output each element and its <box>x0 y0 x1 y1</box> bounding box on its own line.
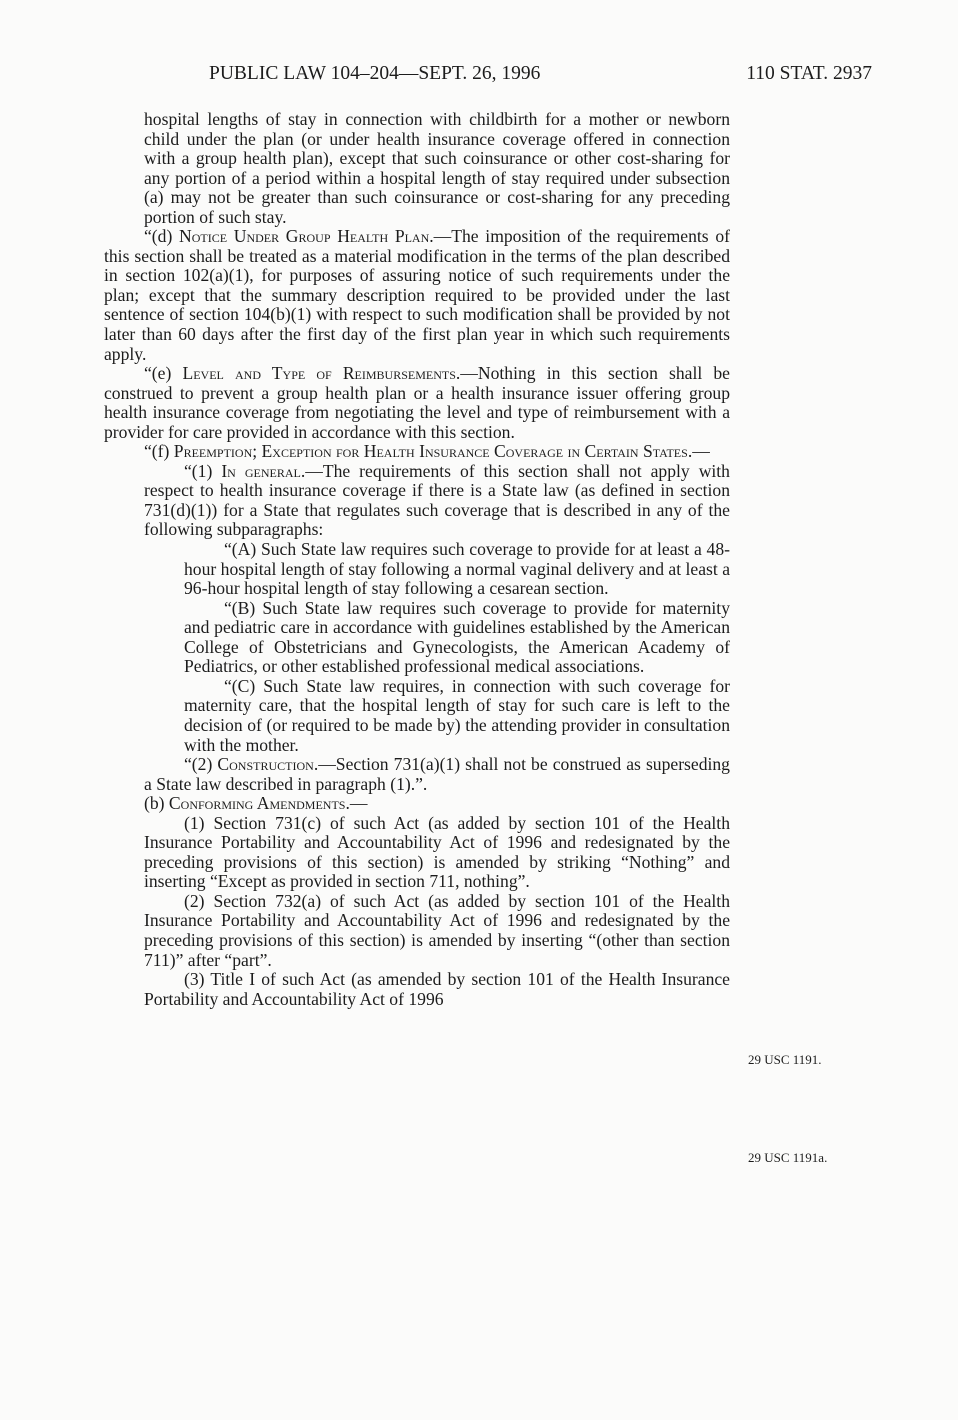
paragraph <box>144 110 730 227</box>
text-run: “(d) <box>144 226 180 247</box>
section-heading: Preemption; Exception for Health Insurance Coverage in Certain States <box>173 441 688 462</box>
text-run: “(e) <box>144 363 183 384</box>
text-run: (3) Title I of such Act (as amended by section 101 of the Health Insurance Portability and Accountability Act of 1996 <box>144 969 730 1009</box>
paragraph <box>184 540 730 599</box>
paragraph <box>144 970 730 1009</box>
paragraph <box>144 814 730 892</box>
text-run: “(2) <box>184 754 218 775</box>
text-run: .—The imposition of the requirements of this section shall be treated as a material modification in the terms of the plan described in section 102(a)(1), for purposes of assuring notice of such requirements under the plan; except that the summary description required to be provided under the last sentence of section 104(b)(1) with respect to such modification shall be provided by not later than 60 days after the first day of the first plan year in which such requirements apply. <box>104 226 730 364</box>
text-run: “(A) Such State law requires such coverage to provide for at least a 48-hour hospital length of stay following a normal vaginal delivery and at least a 96-hour hospital length of stay following a cesarean section. <box>184 539 730 599</box>
header-title: PUBLIC LAW 104–204—SEPT. 26, 1996 <box>209 63 541 84</box>
text-run: hospital lengths of stay in connection with childbirth for a mother or newborn child under the plan (or under health insurance coverage offered in connection with a group health plan), except that such coinsurance or other cost-sharing for any portion of a period within a hospital length of stay required under subsection (a) may not be greater than such coinsurance or cost-sharing for any preceding portion of such stay. <box>144 109 730 227</box>
text-run: “(f) <box>144 441 174 462</box>
text-run: (1) Section 731(c) of such Act (as added by section 101 of the Health Insurance Portability and Accountability Act of 1996 and redesignated by the preceding provisions of this section) is amended by striking “Nothing” and inserting “Except as provided in section 711, nothing”. <box>144 812 730 892</box>
paragraph <box>144 755 730 794</box>
text-run: .— <box>345 793 368 814</box>
paragraph <box>104 794 730 814</box>
running-header <box>104 63 872 87</box>
text-run: “(1) <box>184 460 222 481</box>
section-heading: Level and Type of Reimbursements <box>182 363 456 384</box>
section-heading: Conforming Amendments <box>168 793 346 814</box>
marginal-citation: 29 USC 1191a. <box>748 1150 828 1165</box>
section-heading: In general <box>221 460 301 481</box>
paragraph <box>144 462 730 540</box>
statute-page-number: 110 STAT. 2937 <box>746 63 872 84</box>
text-run: .—The requirements of this section shall not apply with respect to health insurance coverage if there is a State law (as defined in section 731(d)(1)) for a State that regulates such coverage that is described in any of the following subparagraphs: <box>144 460 730 540</box>
section-heading: Construction <box>217 754 314 775</box>
text-run: (b) <box>144 793 169 814</box>
text-run: (2) Section 732(a) of such Act (as added by section 101 of the Health Insurance Portability and Accountability Act of 1996 and redesignated by the preceding provisions of this section) is amended by inserting “(other than section 711)” after “part”. <box>144 890 730 970</box>
paragraph <box>184 599 730 677</box>
text-run: .—Nothing in this section shall be construed to prevent a group health plan or a health insurance issuer offering group health insurance coverage from negotiating the level and type of reimbursement with a provider for care provided in accordance with this section. <box>104 363 730 442</box>
paragraph <box>104 442 730 462</box>
paragraph <box>184 677 730 755</box>
paragraph <box>104 364 730 442</box>
text-run: .—Section 731(a)(1) shall not be construed as superseding a State law described in paragraph (1).”. <box>144 754 730 794</box>
text-run: “(B) Such State law requires such coverage to provide for maternity and pediatric care in accordance with guidelines established by the American College of Obstetricians and Gynecologists, the American Academy of Pediatrics, or other established professional medical associations. <box>184 597 730 677</box>
paragraph <box>144 892 730 970</box>
marginal-citation: 29 USC 1191. <box>748 1052 822 1067</box>
text-run: “(C) Such State law requires, in connection with such coverage for maternity care, that the hospital length of stay for such care is left to the decision of (or required to be made by) the attending provider in consultation with the mother. <box>184 675 730 755</box>
section-heading: Notice Under Group Health Plan <box>179 226 430 247</box>
paragraph <box>104 227 730 364</box>
text-run: .— <box>687 441 710 462</box>
law-text-body <box>104 110 730 1009</box>
